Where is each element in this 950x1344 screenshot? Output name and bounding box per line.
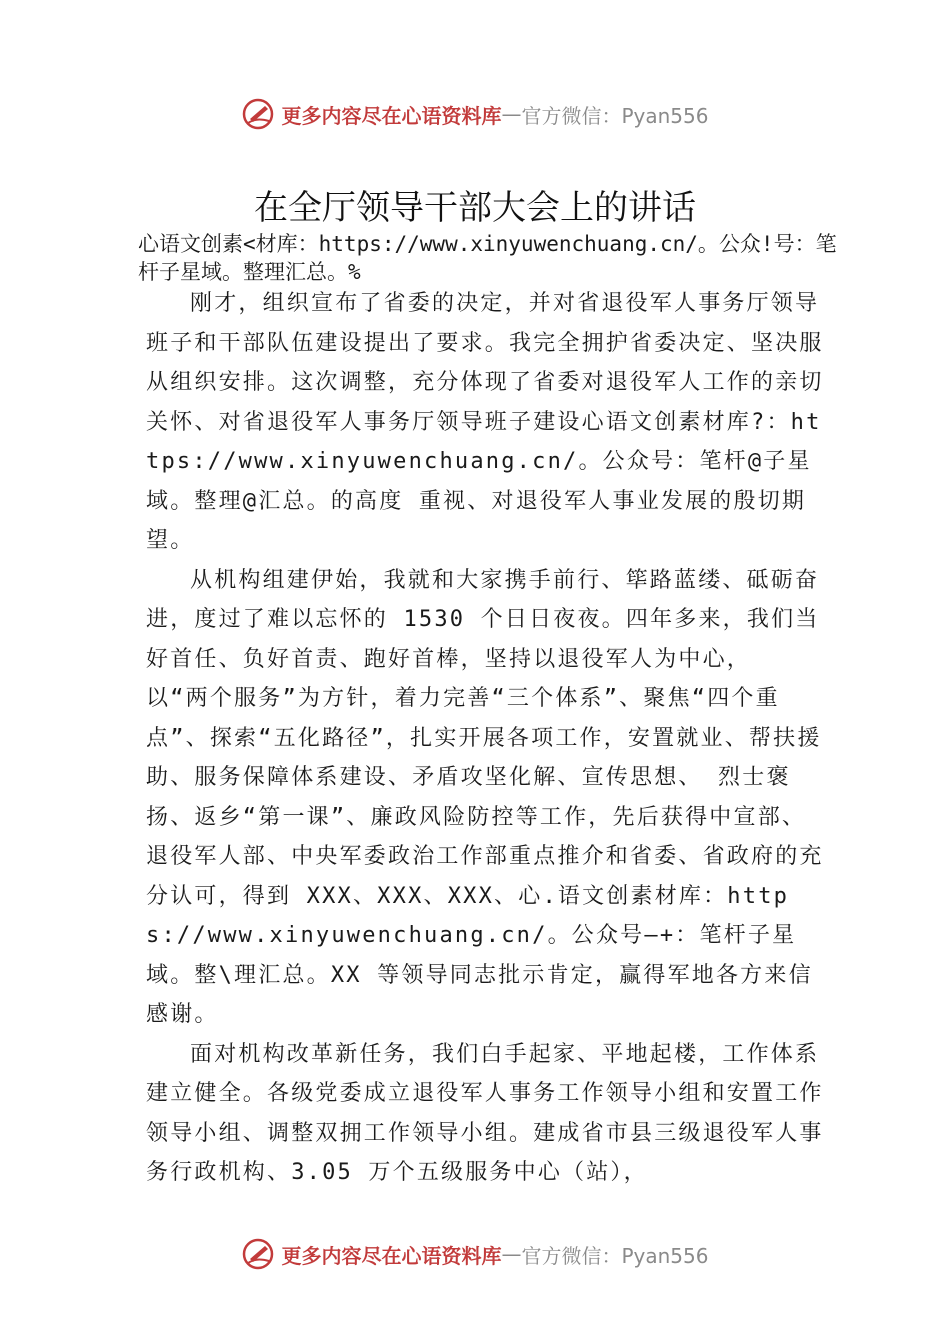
banner-wechat-text: 官方微信：Pyan556 xyxy=(521,103,709,128)
document-body xyxy=(146,284,826,1193)
banner-brand-text: 更多内容尽在心语资料库 xyxy=(281,1243,502,1268)
banner-brand-text: 更多内容尽在心语资料库 xyxy=(281,103,502,128)
banner-wechat-text: 官方微信：Pyan556 xyxy=(521,1243,709,1268)
document-intro: 心语文创素<材库：https://www.xinyuwenchuang.cn/。公众!号：笔杆子星域。整理汇总。% xyxy=(138,232,837,284)
brand-logo-icon xyxy=(241,97,275,131)
paragraph-3: 面对机构改革新任务，我们白手起家、平地起楼，工作体系建立健全。各级党委成立退役军人事务工作领导小组和安置工作领导小组、调整双拥工作领导小组。建成省市县三级退役军人事务行政机构、3.05 万个五级服务中心（站）， xyxy=(146,1041,824,1185)
footer-banner xyxy=(0,1234,950,1274)
banner-dash: — xyxy=(501,102,522,126)
paragraph-1: 刚才，组织宣布了省委的决定，并对省退役军人事务厅领导班子和干部队伍建设提出了要求。我完全拥护省委决定、坚决服从组织安排。这次调整，充分体现了省委对退役军人工作的亲切关怀、对省退役军人事务厅领导班子建设心语文创素材库?：https://www.xinyuwenchuang.cn/。公众号：笔杆@子星域。整理@汇总。的高度 重视、对退役军人事业发展的殷切期望。 xyxy=(146,291,824,553)
header-banner xyxy=(0,94,950,134)
document-title: 在全厅领导干部大会上的讲话 xyxy=(254,188,696,228)
banner-dash: — xyxy=(501,1242,522,1266)
paragraph-2: 从机构组建伊始，我就和大家携手前行、筚路蓝缕、砥砺奋进，度过了难以忘怀的 1530 个日日夜夜。四年多来，我们当好首任、负好首责、跑好首棒，坚持以退役军人为中心， 以“两个服务”为方针，着力完善“三个体系”、聚焦“四个重点”、探索“五化路径”，扎实开展各项工作，安置就业、帮扶援助、服务保障体系建设、矛盾攻坚化解、宣传思想、 烈士褒扬、返乡“第一课”、廉政风险防控等工作，先后获得中宣部、退役军人部、中央军委政治工作部重点推介和省委、省政府的充分认可，得到 XXX、XXX、XXX、心.语文创素材库：https://www.xinyuwenchuang.cn/。公众号—+：笔杆子星域。整\理汇总。XX 等领导同志批示肯定，赢得军地各方来信感谢。 xyxy=(146,567,824,1027)
brand-logo-icon xyxy=(241,1237,275,1271)
